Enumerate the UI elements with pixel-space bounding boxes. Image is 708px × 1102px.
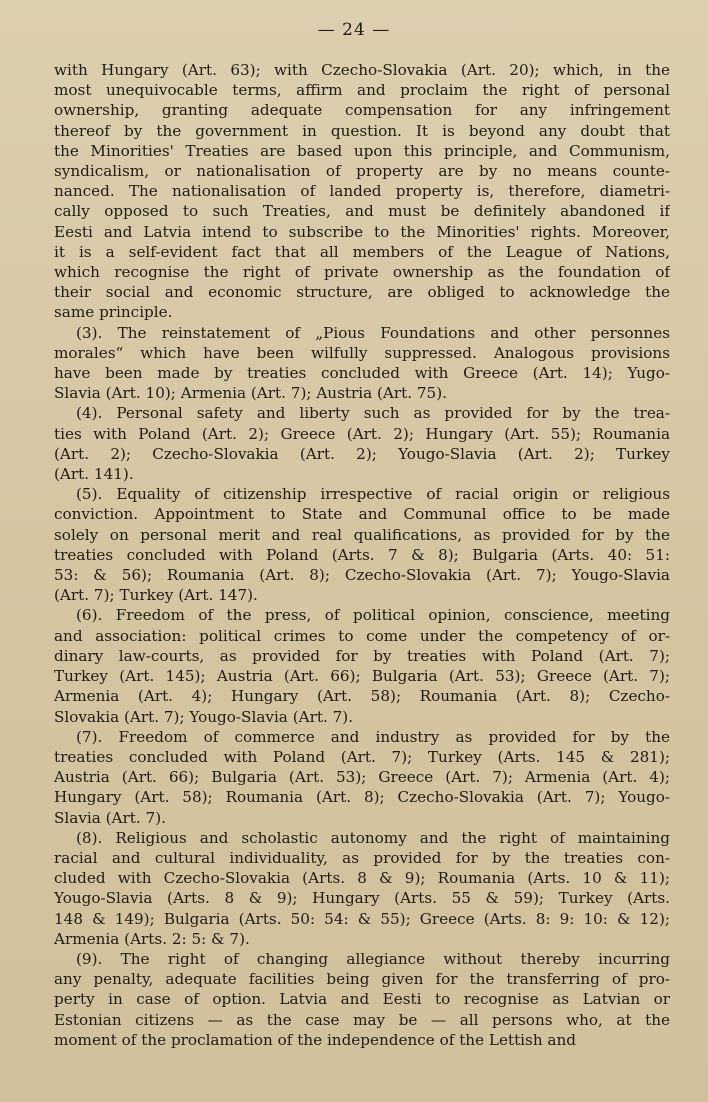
text-line: treaties concluded with Poland (Arts. 7 & 8); Bulgaria (Arts. 40: 51: [54,545,670,564]
text-line: (7). Freedom of commerce and industry as provided for by the [76,727,670,746]
text-line: most unequivocable terms, affirm and proclaim the right of personal [54,81,670,100]
text-line: (Art. 141). [54,465,134,484]
text-line: the Minorities' Treaties are based upon this principle, and Communism, [54,141,670,160]
text-line: (8). Religious and scholastic autonomy and the right of maintaining [76,828,670,847]
paragraph-p-7 [54,727,670,828]
text-line: treaties concluded with Poland (Art. 7); Turkey (Arts. 145 & 281); [54,747,670,766]
text-line: thereof by the government in question. It is beyond any doubt that [54,121,670,140]
text-line: ties with Poland (Art. 2); Greece (Art. 2); Hungary (Art. 55); Roumania [54,424,670,443]
text-line: Slavia (Art. 10); Armenia (Art. 7); Austria (Art. 75). [54,384,447,403]
text-line: have been made by treaties concluded with Greece (Art. 14); Yugo- [54,364,670,383]
text-line: perty in case of option. Latvia and Eesti to recognise as Latvian or [54,990,670,1009]
text-line: (Art. 7); Turkey (Art. 147). [54,586,258,605]
text-line: 148 & 149); Bulgaria (Arts. 50: 54: & 55); Greece (Arts. 8: 9: 10: & 12); [54,909,670,928]
paragraph-p-6 [54,605,670,726]
text-line: Armenia (Arts. 2: 5: & 7). [54,929,250,948]
text-line: syndicalism, or nationalisation of property are by no means counte- [54,162,670,181]
text-line: moment of the proclamation of the independence of the Lettish and [54,1030,576,1049]
text-line: dinary law-courts, as provided for by treaties with Poland (Art. 7); [54,646,670,665]
body-text [54,60,670,1050]
text-line: conviction. Appointment to State and Communal office to be made [54,505,670,524]
text-line: ownership, granting adequate compensation for any infringement [54,101,670,120]
text-line: (4). Personal safety and liberty such as provided for by the trea- [76,404,670,423]
text-line: morales“ which have been wilfully suppressed. Analogous provisions [54,343,670,362]
text-line: solely on personal merit and real qualifications, as provided for by the [54,525,670,544]
text-line: Slavia (Art. 7). [54,808,166,827]
text-line: Yougo-Slavia (Arts. 8 & 9); Hungary (Arts. 55 & 59); Turkey (Arts. [54,889,670,908]
text-line: Slovakia (Art. 7); Yougo-Slavia (Art. 7). [54,707,354,726]
text-line: it is a self-evident fact that all members of the League of Nations, [54,242,670,261]
paragraph-p-5 [54,484,670,605]
paragraph-p-8 [54,828,670,949]
page-number: — 24 — [317,20,391,40]
text-line: nanced. The nationalisation of landed property is, therefore, diametri- [54,182,670,201]
text-line: racial and cultural individuality, as provided for by the treaties con- [54,848,670,867]
paragraph-p-3 [54,323,670,404]
text-line: Hungary (Art. 58); Roumania (Art. 8); Czecho-Slovakia (Art. 7); Yougo- [54,788,670,807]
paragraph-p-4 [54,403,670,484]
text-line: Turkey (Art. 145); Austria (Art. 66); Bulgaria (Art. 53); Greece (Art. 7); [54,667,670,686]
text-line: (6). Freedom of the press, of political opinion, conscience, meeting [76,606,670,625]
text-line: Austria (Art. 66); Bulgaria (Art. 53); Greece (Art. 7); Armenia (Art. 4); [54,768,670,787]
text-line: same principle. [54,303,173,322]
text-line: (9). The right of changing allegiance without thereby incurring [76,949,670,968]
text-line: which recognise the right of private ownership as the foundation of [54,263,670,282]
text-line: 53: & 56); Roumania (Art. 8); Czecho-Slovakia (Art. 7); Yougo-Slavia [54,566,670,585]
text-line: (5). Equality of citizenship irrespective of racial origin or religious [76,485,670,504]
text-line: cally opposed to such Treaties, and must be definitely abandoned if [54,202,670,221]
text-line: Eesti and Latvia intend to subscribe to the Minorities' rights. Moreover, [54,222,670,241]
text-line: cluded with Czecho-Slovakia (Arts. 8 & 9); Roumania (Arts. 10 & 11); [54,869,670,888]
text-line: Estonian citizens — as the case may be — all persons who, at the [54,1010,670,1029]
paragraph-p-9 [54,949,670,1050]
text-line: (Art. 2); Czecho-Slovakia (Art. 2); Yougo-Slavia (Art. 2); Turkey [54,444,670,463]
text-line: with Hungary (Art. 63); with Czecho-Slovakia (Art. 20); which, in the [54,61,670,79]
text-line: and association: political crimes to come under the competency of or- [54,626,670,645]
text-line: Armenia (Art. 4); Hungary (Art. 58); Roumania (Art. 8); Czecho- [54,687,670,706]
text-line: any penalty, adequate facilities being given for the transferring of pro- [54,970,670,989]
text-line: their social and economic structure, are obliged to acknowledge the [54,283,670,302]
paragraph-p-continuation [54,60,670,323]
text-line: (3). The reinstatement of „Pious Foundations and other personnes [76,323,670,342]
